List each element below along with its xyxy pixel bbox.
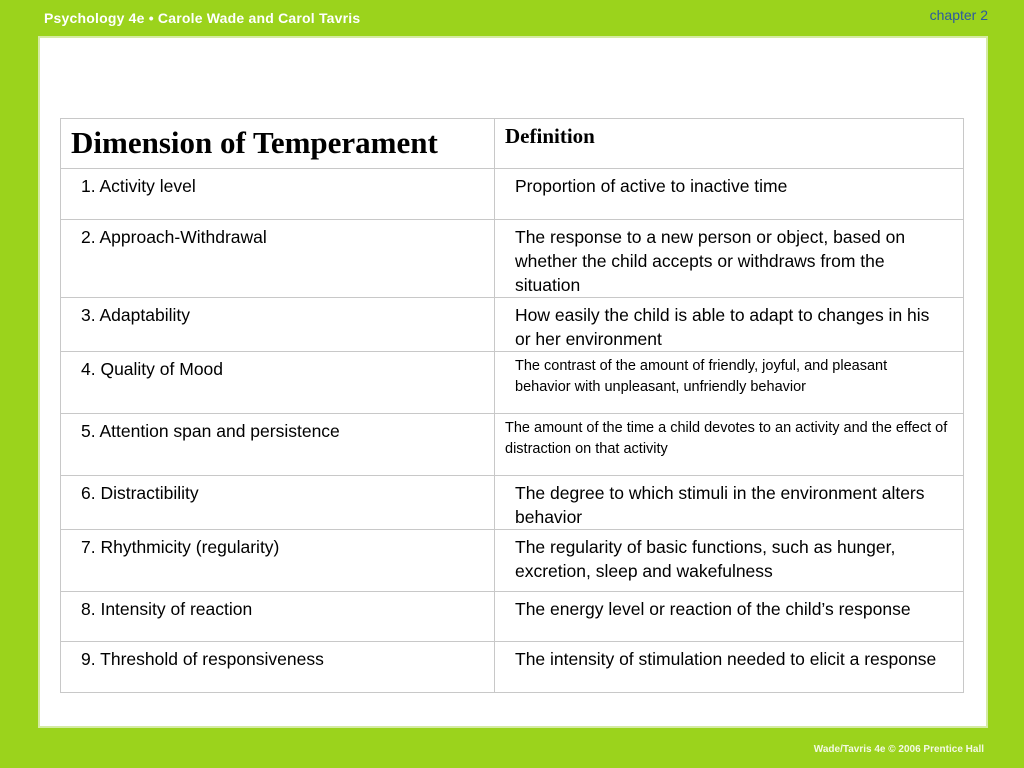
definition-cell: The energy level or reaction of the child’s response bbox=[495, 592, 964, 642]
table-header-row bbox=[61, 119, 964, 169]
column-header-dimension: Dimension of Temperament bbox=[61, 119, 495, 169]
definition-cell: The response to a new person or object, based on whether the child accepts or withdraws from the situation bbox=[495, 220, 964, 298]
dimension-cell: 7. Rhythmicity (regularity) bbox=[61, 530, 495, 592]
table-row bbox=[61, 352, 964, 414]
dimension-cell: 6. Distractibility bbox=[61, 476, 495, 530]
dimension-cell: 3. Adaptability bbox=[61, 298, 495, 352]
temperament-table bbox=[60, 118, 964, 693]
definition-cell: The degree to which stimuli in the environment alters behavior bbox=[495, 476, 964, 530]
book-title: Psychology 4e • Carole Wade and Carol Tavris bbox=[44, 10, 361, 26]
dimension-cell: 8. Intensity of reaction bbox=[61, 592, 495, 642]
table-row bbox=[61, 414, 964, 476]
dimension-cell: 9. Threshold of responsiveness bbox=[61, 642, 495, 693]
table-row bbox=[61, 476, 964, 530]
table-row bbox=[61, 642, 964, 693]
definition-cell: The amount of the time a child devotes to an activity and the effect of distraction on that activity bbox=[495, 414, 964, 476]
table-row bbox=[61, 220, 964, 298]
dimension-cell: 4. Quality of Mood bbox=[61, 352, 495, 414]
table-row bbox=[61, 298, 964, 352]
dimension-cell: 5. Attention span and persistence bbox=[61, 414, 495, 476]
dimension-cell: 1. Activity level bbox=[61, 169, 495, 220]
dimension-cell: 2. Approach-Withdrawal bbox=[61, 220, 495, 298]
table-row bbox=[61, 530, 964, 592]
chapter-label: chapter 2 bbox=[929, 7, 988, 23]
definition-cell: The contrast of the amount of friendly, joyful, and pleasant behavior with unpleasant, unfriendly behavior bbox=[495, 352, 964, 414]
definition-cell: How easily the child is able to adapt to changes in his or her environment bbox=[495, 298, 964, 352]
definition-cell: The regularity of basic functions, such as hunger, excretion, sleep and wakefulness bbox=[495, 530, 964, 592]
definition-cell: Proportion of active to inactive time bbox=[495, 169, 964, 220]
column-header-definition: Definition bbox=[495, 119, 964, 169]
table-row bbox=[61, 592, 964, 642]
definition-cell: The intensity of stimulation needed to elicit a response bbox=[495, 642, 964, 693]
table-row bbox=[61, 169, 964, 220]
copyright-footer: Wade/Tavris 4e © 2006 Prentice Hall bbox=[813, 744, 984, 755]
